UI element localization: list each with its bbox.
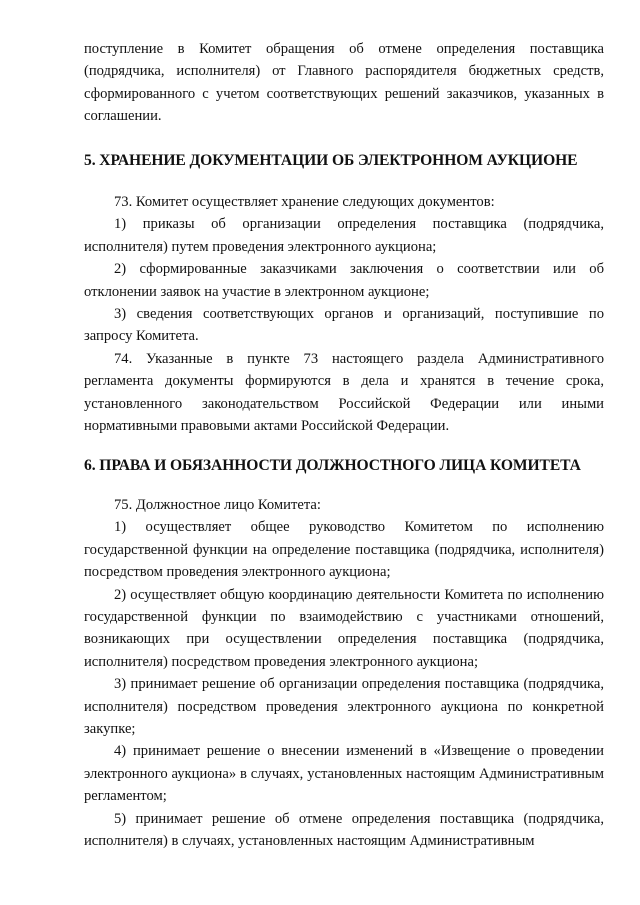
list-item-75-5: 5) принимает решение об отмене определения поставщика (подрядчика, исполнителя) в случаях, установленных настоящим Административным xyxy=(84,810,604,850)
continuation-block xyxy=(84,38,604,128)
section-5-heading: 5. ХРАНЕНИЕ ДОКУМЕНТАЦИИ ОБ ЭЛЕКТРОННОМ АУКЦИОНЕ xyxy=(84,152,578,169)
paragraph-73: 73. Комитет осуществляет хранение следующих документов: xyxy=(114,194,495,210)
list-item-75-2: 2) осуществляет общую координацию деятельности Комитета по исполнению государственной функции по взаимодействию с участниками отношений, возникающих при осуществлении определения поставщика (подрядчика, исполнителя) посредством проведения электронного аукциона; xyxy=(84,586,604,670)
section-6-body xyxy=(84,494,604,853)
section-5-body xyxy=(84,191,604,437)
list-item-75-1: 1) осуществляет общее руководство Комитетом по исполнению государственной функции на определение поставщика (подрядчика, исполнителя) посредством проведения электронного аукциона; xyxy=(84,519,604,581)
paragraph-74: 74. Указанные в пункте 73 настоящего раздела Административного регламента документы формируются в дела и хранятся в течение срока, установленного законодательством Российской Федерации или иными нормативными правовыми актами Российской Федерации. xyxy=(84,350,604,435)
list-item-75-4: 4) принимает решение о внесении изменений в «Извещение о проведении электронного аукциона» в случаях, установленных настоящим Административным регламентом; xyxy=(84,743,604,805)
paragraph-75: 75. Должностное лицо Комитета: xyxy=(114,497,321,513)
list-item-73-1: 1) приказы об организации определения поставщика (подрядчика, исполнителя) путем проведения электронного аукциона; xyxy=(84,216,604,255)
list-item-75-3: 3) принимает решение об организации определения поставщика (подрядчика, исполнителя) посредством проведения электронного аукциона по конкретной закупке; xyxy=(84,676,604,738)
list-item-73-3: 3) сведения соответствующих органов и организаций, поступившие по запросу Комитета. xyxy=(84,306,604,345)
continuation-paragraph: поступление в Комитет обращения об отмене определения поставщика (подрядчика, исполнителя) от Главного распорядителя бюджетных средств, сформированного с учетом соответствующих решений заказчиков, указанных в соглашении. xyxy=(84,41,604,125)
list-item-73-2: 2) сформированные заказчиками заключения о соответствии или об отклонении заявок на участие в электронном аукционе; xyxy=(84,261,604,300)
section-6-heading: 6. ПРАВА И ОБЯЗАННОСТИ ДОЛЖНОСТНОГО ЛИЦА КОМИТЕТА xyxy=(84,457,581,474)
